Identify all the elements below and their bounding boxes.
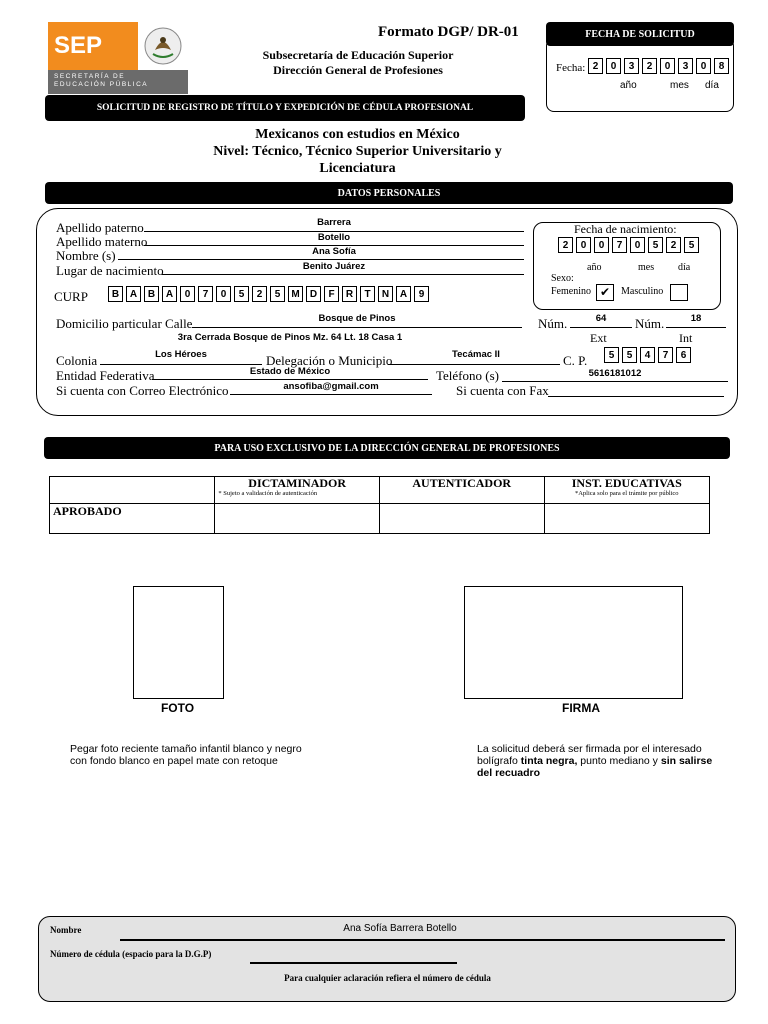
form-title-line1: Mexicanos con estudios en México (255, 127, 460, 142)
firma-box[interactable] (464, 586, 683, 699)
aprobado-autenticador-cell[interactable] (379, 504, 544, 534)
nacimiento-digit: 0 (630, 237, 645, 253)
fecha-nacimiento-title: Fecha de nacimiento: (574, 222, 677, 236)
fecha-caption-dia: día (705, 80, 719, 91)
int-label: Int (679, 331, 693, 345)
nacimiento-digit: 0 (576, 237, 591, 253)
dgp-approval-table (49, 476, 710, 534)
dgp-section-bar: PARA USO EXCLUSIVO DE LA DIRECCIÓN GENERAL DE PROFESIONES (44, 437, 730, 459)
fax-line[interactable] (548, 396, 724, 397)
form-title-line2: Nivel: Técnico, Técnico Superior Universitario y (213, 144, 502, 159)
aprobado-dictaminador-cell[interactable] (215, 504, 380, 534)
cp-digit: 5 (604, 347, 619, 363)
fecha-digit: 0 (660, 58, 675, 74)
dictaminador-header (215, 477, 380, 504)
foto-box[interactable] (133, 586, 224, 699)
fax-label: Si cuenta con Fax (456, 383, 549, 398)
apellido-paterno-label: Apellido paterno (56, 220, 144, 235)
direccion-general: Dirección General de Profesiones (273, 63, 443, 77)
colonia-value[interactable]: Los Héroes (155, 349, 207, 360)
num-ext-label: Núm. (538, 316, 568, 331)
cp-digit: 4 (640, 347, 655, 363)
domicilio-label: Domicilio particular Calle (56, 316, 193, 331)
nacimiento-digit: 5 (684, 237, 699, 253)
footer-nombre-line (120, 939, 725, 941)
lugar-nacimiento-label: Lugar de nacimiento (56, 263, 164, 278)
form-title-line3: Licenciatura (319, 161, 396, 176)
curp-char: A (396, 286, 411, 302)
footer-nombre-label: Nombre (50, 925, 82, 935)
firma-instructions-line3: del recuadro (477, 767, 541, 779)
telefono-line (502, 381, 728, 382)
foto-instructions-line1: Pegar foto reciente tamaño infantil blanco y negro (70, 743, 302, 755)
cedula-label: Número de cédula (espacio para la D.G.P) (50, 949, 212, 959)
fecha-digit: 3 (624, 58, 639, 74)
num-int-value[interactable]: 18 (690, 313, 702, 324)
calle-value[interactable]: Bosque de Pinos (318, 313, 396, 324)
nacimiento-digit: 7 (612, 237, 627, 253)
entidad-line (152, 379, 428, 380)
correo-value[interactable]: ansofiba@gmail.com (283, 381, 379, 392)
curp-char: 5 (270, 286, 285, 302)
dgp-table-corner (50, 477, 215, 504)
curp-char: 7 (198, 286, 213, 302)
curp-char: 0 (216, 286, 231, 302)
nacimiento-digit: 2 (558, 237, 573, 253)
request-title-bar: SOLICITUD DE REGISTRO DE TÍTULO Y EXPEDICIÓN DE CÉDULA PROFESIONAL (45, 95, 525, 121)
cp-digit: 7 (658, 347, 673, 363)
fecha-caption-anio: año (620, 80, 637, 91)
lugar-nacimiento-value[interactable]: Benito Juárez (302, 261, 366, 272)
curp-char: 9 (414, 286, 429, 302)
fecha-nacimiento-digits[interactable] (558, 237, 702, 253)
aclaracion-note: Para cualquier aclaración refiera el número de cédula (284, 973, 491, 983)
cedula-line[interactable] (250, 962, 457, 964)
nombre-value[interactable]: Ana Sofía (312, 246, 356, 257)
eagle-seal-icon (138, 22, 188, 70)
nombre-line (118, 259, 524, 260)
ext-label: Ext (590, 331, 607, 345)
fecha-digit: 0 (606, 58, 621, 74)
fecha-digit: 2 (588, 58, 603, 74)
num-int-label: Núm. (635, 316, 665, 331)
curp-char: A (162, 286, 177, 302)
apellido-materno-value[interactable]: Botello (317, 232, 351, 243)
fecha-solicitud-title: FECHA DE SOLICITUD (546, 22, 734, 46)
entidad-label: Entidad Federativa (56, 368, 155, 383)
foto-instructions-line2: con fondo blanco en papel mate con retoque (70, 755, 278, 767)
fecha-caption-mes: mes (670, 80, 689, 91)
foto-label: FOTO (160, 701, 195, 715)
curp-char: B (144, 286, 159, 302)
curp-char: N (378, 286, 393, 302)
curp-char: 0 (180, 286, 195, 302)
entidad-value[interactable]: Estado de México (249, 366, 331, 377)
inst-educativas-title: INST. EDUCATIVAS (571, 476, 682, 490)
curp-char: D (306, 286, 321, 302)
fecha-solicitud-digits (588, 58, 732, 74)
subsecretaria: Subsecretaría de Educación Superior (262, 48, 454, 62)
fecha-digit: 2 (642, 58, 657, 74)
aprobado-inst-cell[interactable] (544, 504, 709, 534)
telefono-label: Teléfono (s) (436, 368, 499, 383)
curp-char: 5 (234, 286, 249, 302)
firma-label: FIRMA (562, 701, 600, 715)
curp-char: R (342, 286, 357, 302)
firma-instructions-line1: La solicitud deberá ser firmada por el interesado (477, 743, 702, 755)
sexo-label: Sexo: (551, 273, 574, 284)
colonia-line (100, 364, 262, 365)
footer-nombre-value[interactable]: Ana Sofía Barrera Botello (343, 923, 457, 934)
cp-digits[interactable] (604, 347, 694, 363)
apellido-materno-label: Apellido materno (56, 234, 148, 249)
firma-instr-part-c: punto mediano y (577, 755, 661, 767)
num-int-line (666, 327, 726, 328)
nacimiento-digit: 5 (648, 237, 663, 253)
curp-label: CURP (54, 289, 88, 304)
nacimiento-digit: 2 (666, 237, 681, 253)
delegacion-value[interactable]: Tecámac II (452, 349, 500, 360)
calle-line (192, 327, 522, 328)
nacimiento-digit: 0 (594, 237, 609, 253)
sep-logo-text: SEP (48, 22, 138, 70)
apellido-paterno-value[interactable]: Barrera (317, 217, 351, 228)
correo-label: Si cuenta con Correo Electrónico (56, 383, 229, 398)
colonia-label: Colonia (56, 353, 98, 368)
format-code: Formato DGP/ DR-01 (378, 24, 519, 40)
firma-instructions (477, 743, 712, 779)
curp-char: 2 (252, 286, 267, 302)
curp-char: T (360, 286, 375, 302)
nacimiento-caption-anio: año (587, 262, 602, 273)
fecha-digit: 8 (714, 58, 729, 74)
autenticador-title: AUTENTICADOR (412, 476, 512, 490)
foto-instructions (70, 743, 302, 767)
aprobado-label: APROBADO (50, 504, 215, 534)
fecha-label: Fecha: (556, 62, 586, 74)
cp-digit: 5 (622, 347, 637, 363)
masculino-checkbox[interactable] (670, 284, 688, 301)
masculino-label: Masculino (621, 286, 664, 297)
curp-char: M (288, 286, 303, 302)
firma-instructions-line2 (477, 755, 712, 767)
inst-educativas-header (544, 477, 709, 504)
fecha-digit: 3 (678, 58, 693, 74)
nombre-label: Nombre (s) (56, 248, 116, 263)
sep-logo-sub (48, 70, 188, 94)
firma-instr-part-b: tinta negra, (520, 755, 578, 767)
curp-char: A (126, 286, 141, 302)
sep-logo-sub-line1: SECRETARÍA DE (54, 73, 126, 80)
fecha-digit: 0 (696, 58, 711, 74)
curp-char: F (324, 286, 339, 302)
inst-educativas-note: *Aplica solo para el trámite por público (574, 490, 679, 497)
sep-logo-sub-line2: EDUCACIÓN PÚBLICA (54, 81, 149, 88)
num-ext-value[interactable]: 64 (595, 313, 607, 324)
datos-personales-bar: DATOS PERSONALES (45, 182, 733, 204)
cp-label: C. P. (563, 353, 588, 368)
form-title (150, 126, 565, 177)
direccion-extra-value[interactable]: 3ra Cerrada Bosque de Pinos Mz. 64 Lt. 18 Casa 1 (177, 332, 403, 343)
femenino-checkbox[interactable]: ✔ (596, 284, 614, 301)
fecha-solicitud-box (546, 38, 734, 112)
num-ext-line (570, 327, 632, 328)
firma-instr-part-d: sin salirse (660, 755, 713, 767)
correo-line (230, 394, 432, 395)
sep-logo (48, 22, 188, 94)
femenino-label: Femenino (551, 286, 591, 297)
telefono-value[interactable]: 5616181012 (588, 368, 642, 379)
lugar-nacimiento-line (162, 274, 524, 275)
autenticador-header (379, 477, 544, 504)
delegacion-line (388, 364, 560, 365)
curp-digits[interactable] (108, 286, 432, 302)
curp-char: B (108, 286, 123, 302)
firma-instr-part-a: bolígrafo (477, 755, 521, 767)
nacimiento-caption-dia: día (678, 262, 691, 273)
delegacion-label: Delegación o Municipio (266, 353, 393, 368)
cp-digit: 6 (676, 347, 691, 363)
dictaminador-title: DICTAMINADOR (248, 476, 347, 490)
dictaminador-note: * Sujeto a validación de autenticación (218, 490, 318, 497)
nacimiento-caption-mes: mes (638, 262, 655, 273)
